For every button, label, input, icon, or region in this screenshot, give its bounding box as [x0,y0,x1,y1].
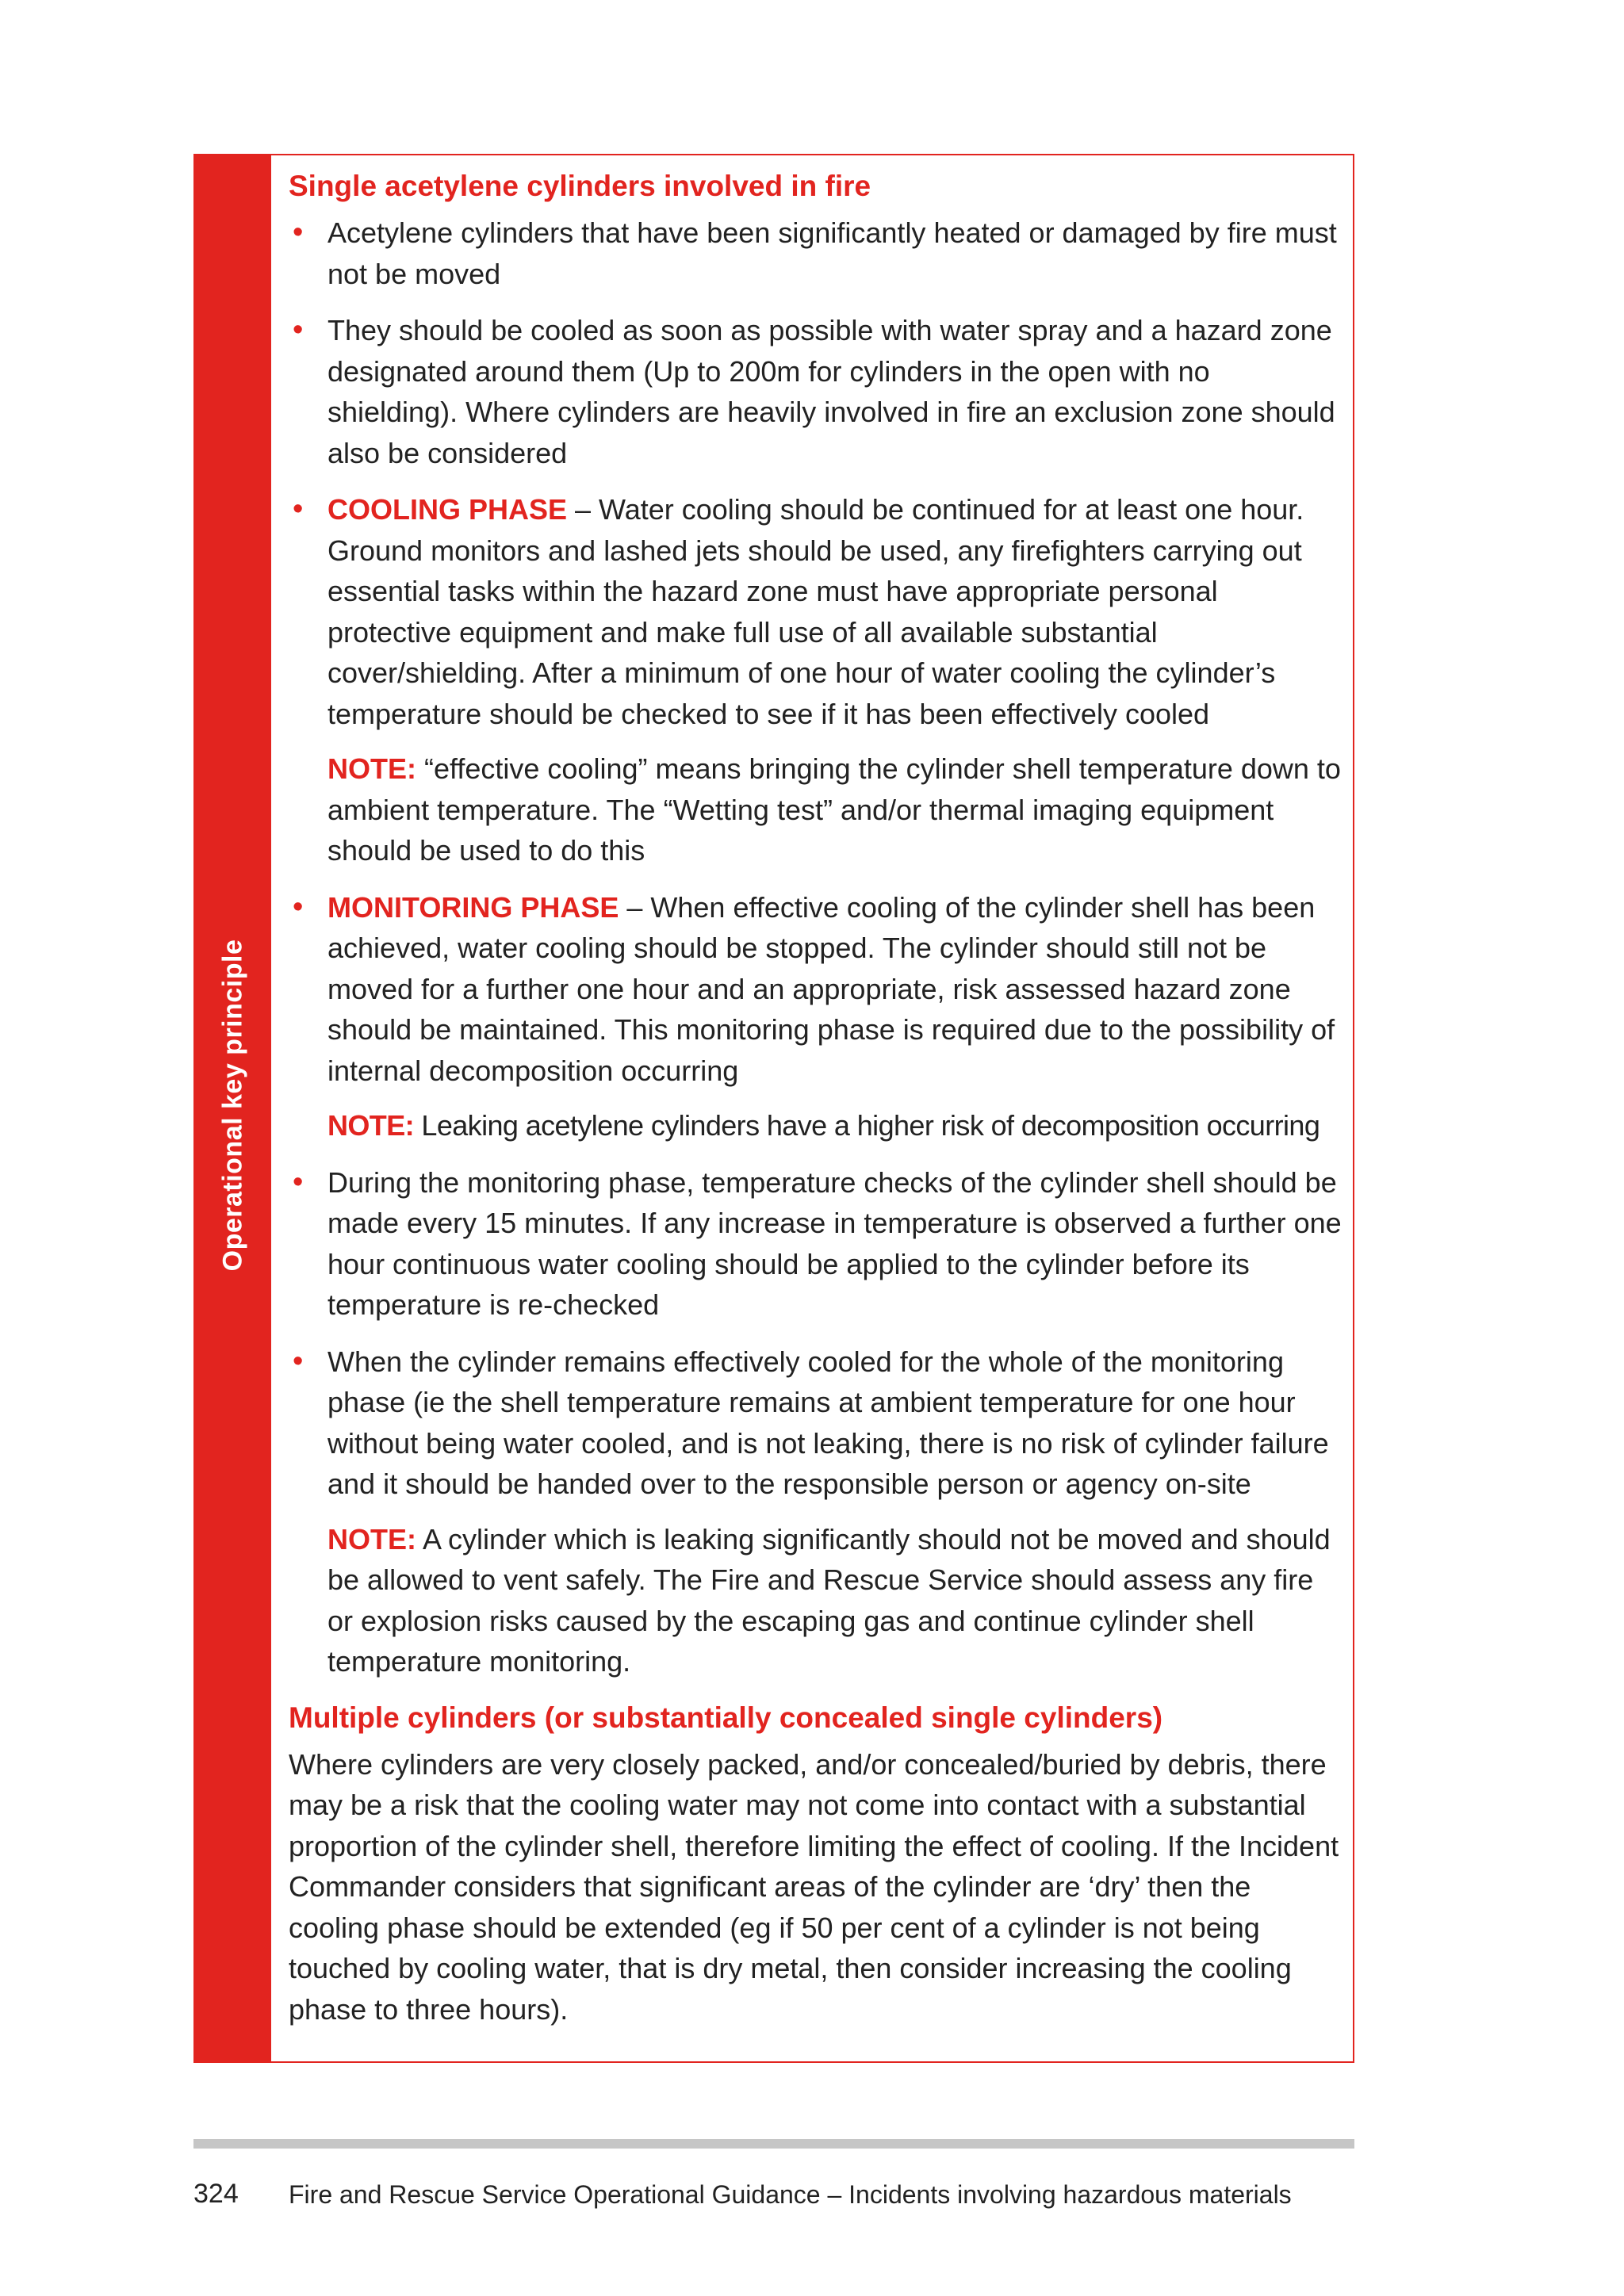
list-item [289,310,1342,473]
bullet-icon: • [293,313,304,346]
note-label: NOTE: [327,1522,416,1556]
note-label: NOTE: [327,752,416,785]
note-text: A cylinder which is leaking significantly should not be moved and should be allowed to vent safely. The Fire and Rescue Service should assess any fire or explosion risks caused by the escaping gas and continue cylinder shell temperature monitoring. [327,1522,1331,1678]
list-item [289,489,1342,734]
bullet-icon: • [293,1344,304,1378]
list-item-text: – Water cooling should be continued for at least one hour. Ground monitors and lashed jets should be used, any firefighters carrying out essential tasks within the hazard zone must have appropriate personal protective equipment and make full use of all available substantial cover/shielding. After a minimum of one hour of water cooling the cylinder’s temperature should be checked to see if it has been effectively cooled [327,493,1304,730]
cooling-phase-label: COOLING PHASE [327,493,568,526]
list-item-text: They should be cooled as soon as possible with water spray and a hazard zone designated around them (Up to 200m for cylinders in the open with no shielding). Where cylinders are heavily involved in fire an exclusion zone should also be considered [327,314,1335,469]
note-leaking-significantly [289,1519,1342,1682]
note-effective-cooling [289,748,1342,871]
panel-content [289,166,1342,2030]
note-text: “effective cooling” means bringing the cylinder shell temperature down to ambient temperature. The “Wetting test” and/or thermal imaging equipment should be used to do this [327,752,1341,867]
list-item-text: During the monitoring phase, temperature checks of the cylinder shell should be made every 15 minutes. If any increase in temperature is observed a further one hour continuous water cooling should be applied to the cylinder before its temperature is re-checked [327,1165,1342,1321]
section-heading-single-cylinders: Single acetylene cylinders involved in fire [289,170,871,202]
side-bar [195,155,271,2061]
bullet-list [289,887,1342,1092]
note-text: Leaking acetylene cylinders have a higher risk of decomposition occurring [414,1109,1320,1142]
note-leaking-cylinders [289,1105,1342,1146]
footer-title: Fire and Rescue Service Operational Guidance – Incidents involving hazardous materials [289,2180,1292,2209]
list-item [289,1341,1342,1505]
bullet-list [289,1162,1342,1505]
section-heading-multiple-cylinders: Multiple cylinders (or substantially concealed single cylinders) [289,1701,1163,1734]
side-label: Operational key principle [217,939,248,1272]
bullet-icon: • [293,216,304,249]
bullet-icon: • [293,1165,304,1199]
bullet-icon: • [293,492,304,526]
list-item [289,887,1342,1092]
list-item [289,1162,1342,1326]
list-item-text: When the cylinder remains effectively cooled for the whole of the monitoring phase (ie the shell temperature remains at ambient temperature for one hour without being water cooled, and is not leaking, there is no risk of cylinder failure and it should be handed over to the responsible person or agency on-site [327,1345,1329,1500]
page-number: 324 [193,2179,239,2209]
multiple-cylinders-paragraph: Where cylinders are very closely packed, and/or concealed/buried by debris, there may be a risk that the cooling water may not come into contact with a substantial proportion of the cylinder shell, therefore limiting the effect of cooling. If the Incident Commander considers that significant areas of the cylinder are ‘dry’ then the cooling phase should be extended (eg if 50 per cent of a cylinder is not being touched by cooling water, that is dry metal, then consider increasing the cooling phase to three hours). [289,1747,1339,2026]
note-label: NOTE: [327,1109,414,1142]
list-item-text: – When effective cooling of the cylinder shell has been achieved, water cooling should be stopped. The cylinder should still not be moved for a further one hour and an appropriate, risk assessed hazard zone should be maintained. This monitoring phase is required due to the possibility of internal decomposition occurring [327,890,1335,1087]
bullet-list [289,212,1342,734]
list-item [289,212,1342,294]
footer-rule [193,2139,1354,2149]
key-principle-panel [193,154,1354,2063]
bullet-icon: • [293,890,304,924]
list-item-text: Acetylene cylinders that have been significantly heated or damaged by fire must not be moved [327,216,1337,290]
monitoring-phase-label: MONITORING PHASE [327,890,619,924]
